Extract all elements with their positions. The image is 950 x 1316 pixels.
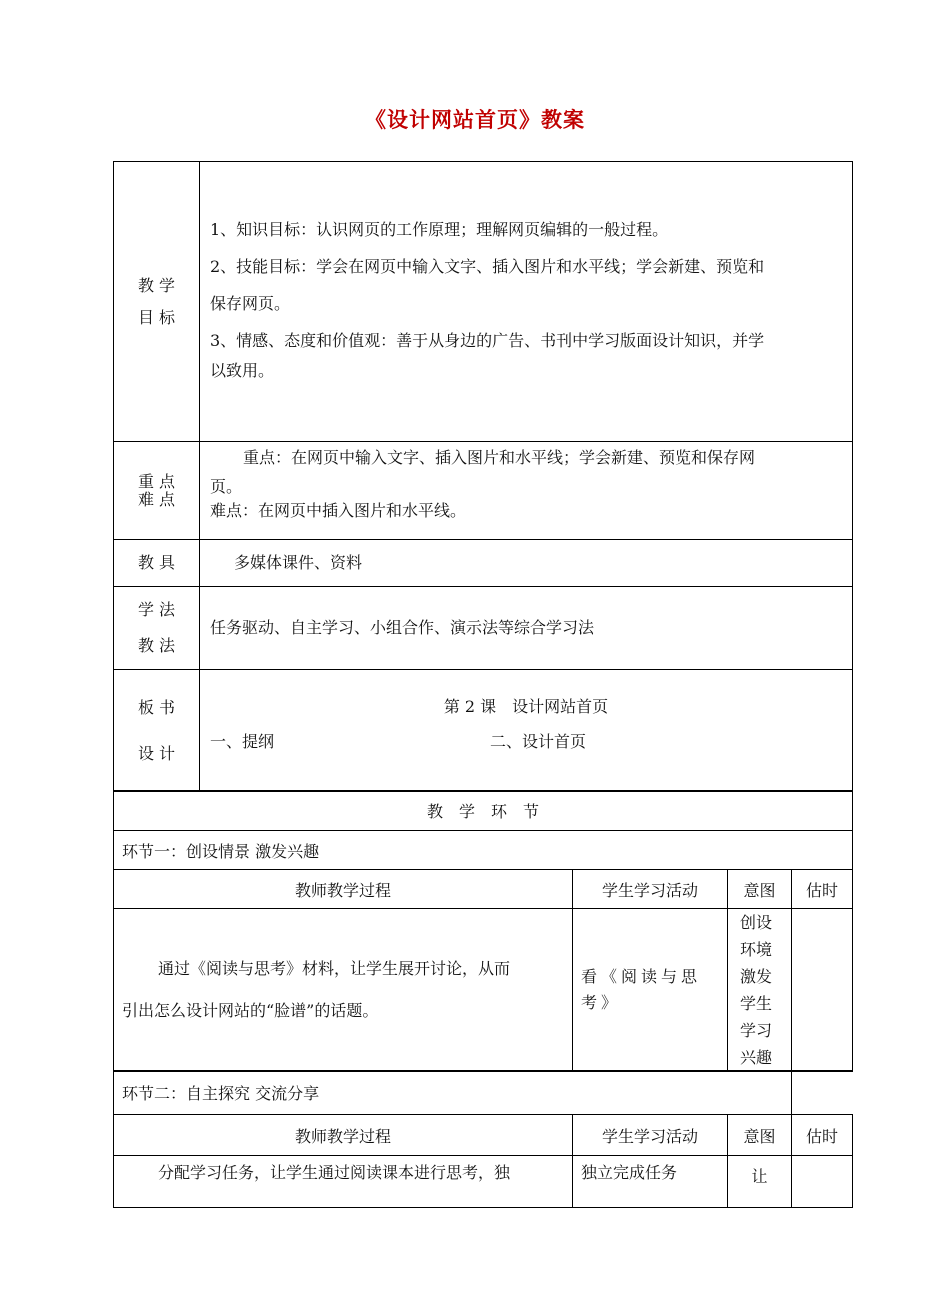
keypoints-row	[114, 442, 853, 540]
lesson-info-table	[113, 161, 853, 792]
board-left: 一、提纲	[210, 732, 275, 751]
stage2-intent: 让	[728, 1156, 792, 1208]
stage2-table	[113, 1070, 853, 1208]
stage2-col-teacher: 教师教学过程	[114, 1115, 573, 1156]
col-time: 估时	[792, 870, 853, 909]
stage2-col-intent: 意图	[728, 1115, 792, 1156]
stage1-title-row	[114, 831, 853, 870]
tools-row	[114, 540, 853, 587]
keypoint-focus: 重点：在网页中输入文字、插入图片和水平线；学会新建、预览和保存网	[243, 448, 756, 467]
col-student: 学生学习活动	[573, 870, 728, 909]
stage1-header-row	[114, 870, 853, 909]
board-content	[200, 670, 853, 792]
stage1-title: 环节一：创设情景 激发兴趣	[114, 831, 853, 870]
objectives-content	[200, 162, 853, 442]
objective-skill-cont: 保存网页。	[210, 294, 291, 313]
objective-attitude-cont: 以致用。	[210, 361, 275, 380]
objectives-row	[114, 162, 853, 442]
stage2-title: 环节二：自主探究 交流分享	[114, 1071, 792, 1115]
keypoint-difficulty: 难点：在网页中插入图片和水平线。	[210, 501, 467, 520]
board-label: 板 书 设 计	[114, 670, 200, 792]
document-title: 《设计网站首页》教案	[365, 108, 585, 132]
board-outline	[210, 730, 842, 754]
methods-label: 学 法 教 法	[114, 587, 200, 670]
section-header-row	[114, 791, 853, 831]
stage1-content-row	[114, 909, 853, 1072]
col-teacher: 教师教学过程	[114, 870, 573, 909]
board-right: 二、设计首页	[490, 732, 587, 751]
section-header: 教 学 环 节	[114, 791, 853, 831]
objective-knowledge: 1、知识目标：认识网页的工作原理；理解网页编辑的一般过程。	[210, 220, 669, 239]
stage1-time	[792, 909, 853, 1072]
objectives-label: 教 学 目 标	[114, 162, 200, 442]
stage1-student: 看《阅读与思考》	[573, 909, 728, 1072]
objective-attitude: 3、情感、态度和价值观：善于从身边的广告、书刊中学习版面设计知识，并学	[210, 331, 765, 350]
stage2-col-student: 学生学习活动	[573, 1115, 728, 1156]
stage1-table	[113, 790, 853, 1072]
keypoints-label: 重 点 难 点	[114, 442, 200, 540]
keypoints-content	[200, 442, 853, 540]
stage1-teacher: 通过《阅读与思考》材料，让学生展开讨论，从而 引出怎么设计网站的“脸谱”的话题。	[114, 909, 573, 1072]
stage2-title-row	[114, 1071, 853, 1115]
board-heading: 第 2 课 设计网站首页	[443, 697, 609, 716]
stage2-col-time: 估时	[792, 1115, 853, 1156]
col-intent: 意图	[728, 870, 792, 909]
tools-content: 多媒体课件、资料	[200, 540, 853, 587]
stage1-intent: 创设 环境 激发 学生 学习 兴趣	[728, 909, 792, 1072]
stage2-teacher: 分配学习任务，让学生通过阅读课本进行思考，独	[114, 1156, 573, 1208]
methods-content: 任务驱动、自主学习、小组合作、演示法等综合学习法	[200, 587, 853, 670]
board-row	[114, 670, 853, 792]
stage2-time	[792, 1156, 853, 1208]
objective-skill: 2、技能目标：学会在网页中输入文字、插入图片和水平线；学会新建、预览和	[210, 257, 765, 276]
stage2-content-row	[114, 1156, 853, 1208]
stage2-header-row	[114, 1115, 853, 1156]
tools-label: 教 具	[114, 540, 200, 587]
stage2-student: 独立完成任务	[573, 1156, 728, 1208]
keypoint-focus-cont: 页。	[210, 477, 243, 496]
methods-row	[114, 587, 853, 670]
